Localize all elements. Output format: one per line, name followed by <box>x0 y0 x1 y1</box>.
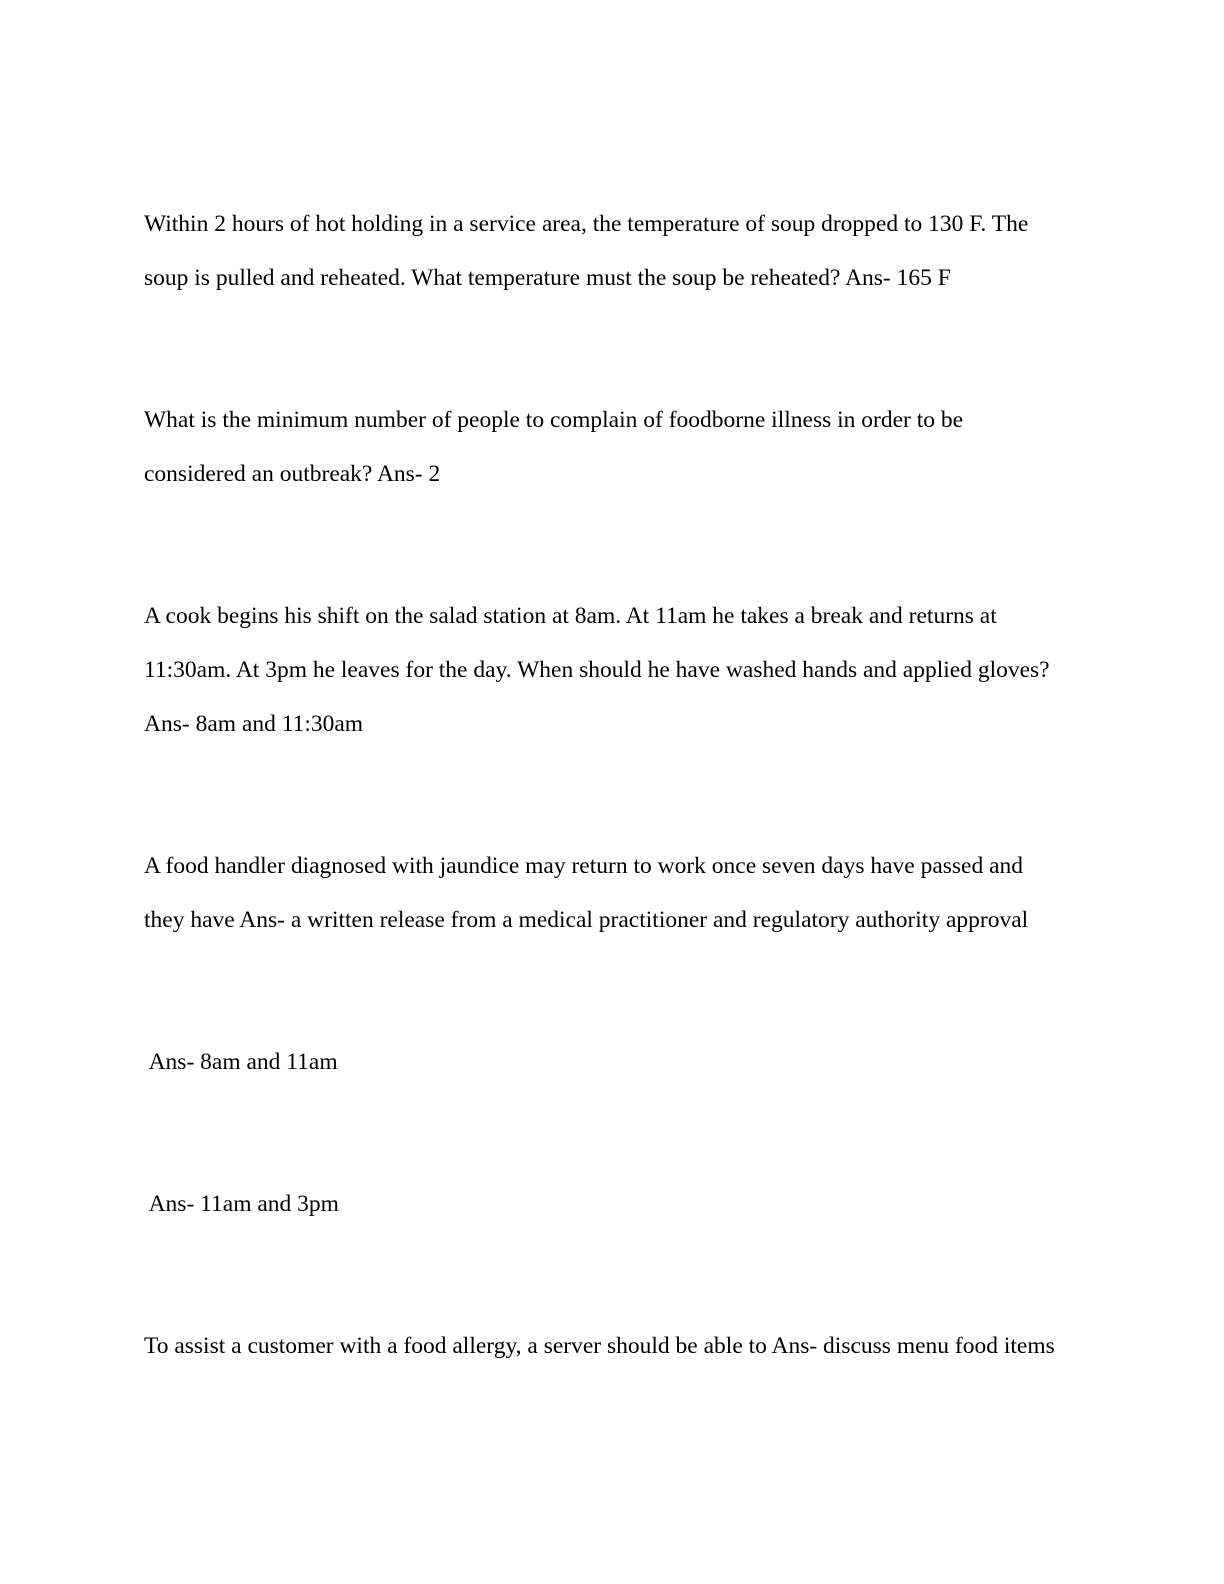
text-line: 11:30am. At 3pm he leaves for the day. When should he have washed hands and applied gloves? <box>144 657 1050 683</box>
text-line: considered an outbreak? Ans- 2 <box>144 461 441 487</box>
text-line: soup is pulled and reheated. What temperature must the soup be reheated? Ans- 165 F <box>144 265 951 291</box>
paragraph <box>144 589 1084 751</box>
text-line: A food handler diagnosed with jaundice may return to work once seven days have passed and <box>144 853 1024 879</box>
text-line: To assist a customer with a food allergy, a server should be able to Ans- discuss menu food items <box>144 1333 1055 1359</box>
text-line: What is the minimum number of people to complain of foodborne illness in order to be <box>144 407 964 433</box>
paragraph <box>144 393 1084 501</box>
paragraph <box>144 1177 1084 1231</box>
text-line: A cook begins his shift on the salad station at 8am. At 11am he takes a break and returns at <box>144 603 997 629</box>
text-line: Within 2 hours of hot holding in a service area, the temperature of soup dropped to 130 F. The <box>144 211 1029 237</box>
paragraph <box>144 839 1084 947</box>
paragraph <box>144 197 1084 305</box>
paragraph <box>144 1319 1084 1373</box>
text-line: Ans- 11am and 3pm <box>144 1191 339 1217</box>
paragraph <box>144 1035 1084 1089</box>
text-line: Ans- 8am and 11am <box>144 1049 338 1075</box>
text-line: they have Ans- a written release from a medical practitioner and regulatory authority approval <box>144 907 1029 933</box>
text-line: Ans- 8am and 11:30am <box>144 711 364 737</box>
